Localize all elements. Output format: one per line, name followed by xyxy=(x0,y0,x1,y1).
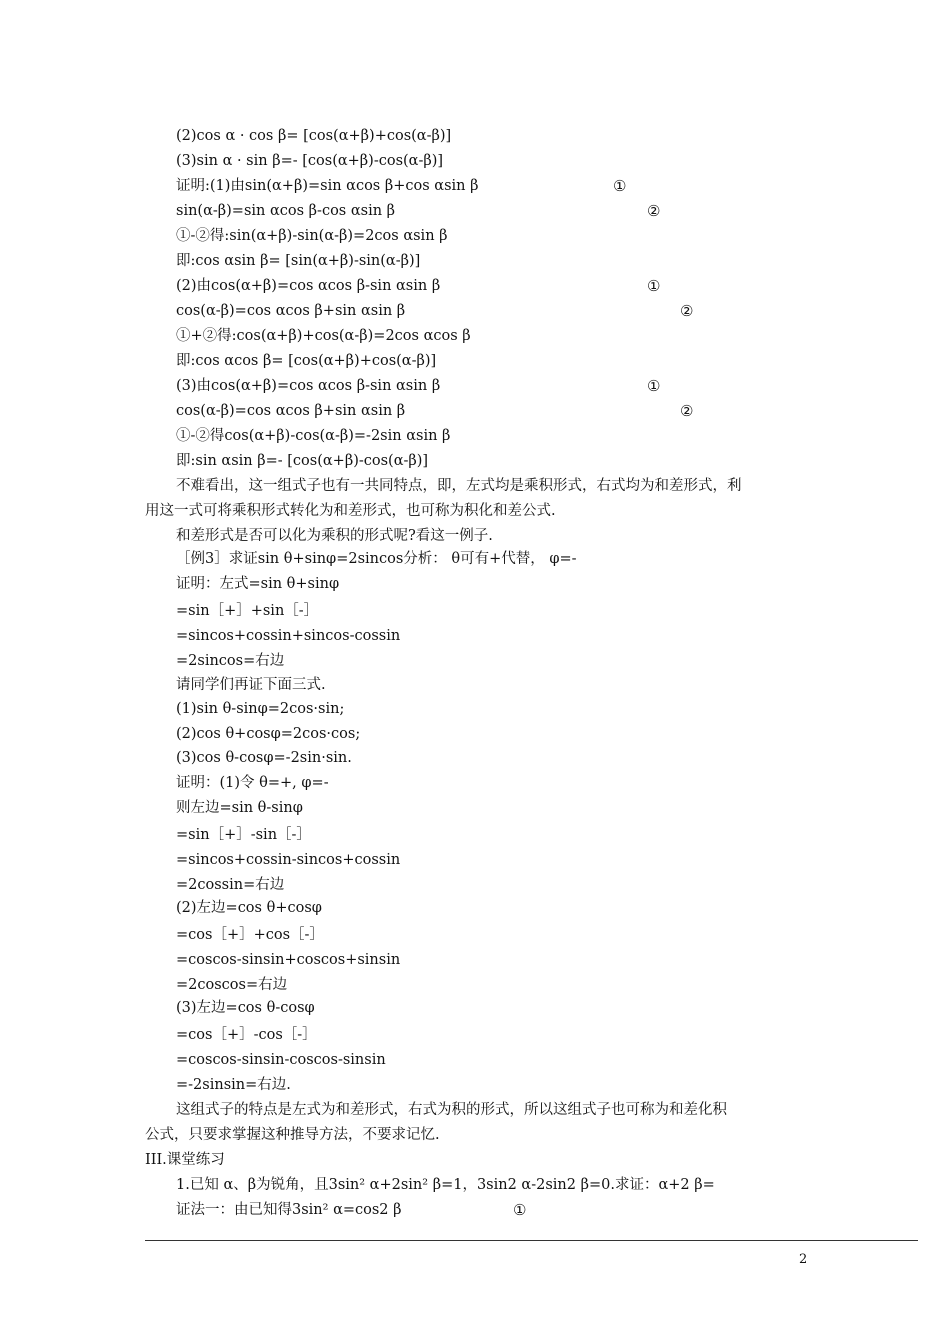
text-line: ①-②得:sin(α+β)-sin(α-β)=2cos αsin β xyxy=(176,228,448,244)
text-line: ①-②得cos(α+β)-cos(α-β)=-2sin αsin β xyxy=(176,428,451,444)
text-line: (3)左边=cos θ-cosφ xyxy=(176,1000,315,1016)
text-line: sin(α-β)=sin αcos β-cos αsin β xyxy=(176,203,396,219)
text-line: 证明：左式=sin θ+sinφ xyxy=(176,576,340,592)
text-line: cos(α-β)=cos αcos β+sin αsin β xyxy=(176,403,406,419)
text-line: =sincos+cossin+sincos-cossin xyxy=(176,628,401,644)
text-line: =-2sinsin=右边. xyxy=(176,1077,291,1093)
text-line: (2)cos θ+cosφ=2cos·cos; xyxy=(176,726,361,742)
equation-marker: ① xyxy=(647,377,661,395)
text-line: =cos［+］-cos［-］ xyxy=(176,1027,317,1043)
text-line: =2coscos=右边 xyxy=(176,977,288,993)
equation-marker: ② xyxy=(680,302,694,320)
text-line: 和差形式是否可以化为乘积的形式呢?看这一例子. xyxy=(176,528,493,544)
equation-marker: ② xyxy=(647,202,661,220)
text-line: ①+②得:cos(α+β)+cos(α-β)=2cos αcos β xyxy=(176,328,471,344)
text-line: 证法一：由已知得3sin² α=cos2 β xyxy=(176,1202,402,1218)
exercise-text: 1.已知 α、β为锐角，且3sin² α+2sin² β=1，3sin2 α-2sin2 β=0.求证：α+2 β= xyxy=(176,1177,715,1193)
equation-marker: ① xyxy=(647,277,661,295)
text-line: (2)由cos(α+β)=cos αcos β-sin αsin β xyxy=(176,278,441,294)
example-heading: ［例3］求证sin θ+sinφ=2sincos分析： θ可有+代替， φ=- xyxy=(176,551,577,567)
text-line: =2sincos=右边 xyxy=(176,653,285,669)
section-heading: III.课堂练习 xyxy=(145,1152,225,1168)
equation-marker: ② xyxy=(680,402,694,420)
text-line: =coscos-sinsin+coscos+sinsin xyxy=(176,952,401,968)
text-line: 请同学们再证下面三式. xyxy=(176,677,326,693)
paragraph-line: 公式，只要求掌握这种推导方法，不要求记忆. xyxy=(145,1127,440,1143)
text-line: (3)cos θ-cosφ=-2sin·sin. xyxy=(176,750,352,766)
text-line: 则左边=sin θ-sinφ xyxy=(176,800,303,816)
text-line: =sincos+cossin-sincos+cossin xyxy=(176,852,401,868)
text-line: 即:sin αsin β=- [cos(α+β)-cos(α-β)] xyxy=(176,453,429,469)
text-line: 即:cos αsin β= [sin(α+β)-sin(α-β)] xyxy=(176,253,421,269)
text-line: (2)cos α · cos β= [cos(α+β)+cos(α-β)] xyxy=(176,128,452,144)
text-line: 证明:(1)由sin(α+β)=sin αcos β+cos αsin β xyxy=(176,178,479,194)
footer-divider xyxy=(145,1240,918,1241)
text-line: (2)左边=cos θ+cosφ xyxy=(176,900,322,916)
text-line: =cos［+］+cos［-］ xyxy=(176,927,324,943)
equation-marker: ① xyxy=(513,1201,527,1219)
equation-marker: ① xyxy=(613,177,627,195)
text-line: cos(α-β)=cos αcos β+sin αsin β xyxy=(176,303,406,319)
text-line: =2cossin=右边 xyxy=(176,877,285,893)
text-line: 即:cos αcos β= [cos(α+β)+cos(α-β)] xyxy=(176,353,437,369)
text-line: =sin［+］+sin［-］ xyxy=(176,603,319,619)
paragraph-line: 这组式子的特点是左式为和差形式，右式为积的形式，所以这组式子也可称为和差化积 xyxy=(176,1102,727,1118)
text-line: (3)sin α · sin β=- [cos(α+β)-cos(α-β)] xyxy=(176,153,444,169)
text-line: (3)由cos(α+β)=cos αcos β-sin αsin β xyxy=(176,378,441,394)
text-line: =sin［+］-sin［-］ xyxy=(176,827,311,843)
page-number: 2 xyxy=(799,1252,808,1267)
text-line: 证明：(1)令 θ=+, φ=- xyxy=(176,775,329,791)
paragraph-line: 不难看出，这一组式子也有一共同特点，即，左式均是乘积形式，右式均为和差形式，利 xyxy=(176,478,742,494)
paragraph-line: 用这一式可将乘积形式转化为和差形式，也可称为积化和差公式. xyxy=(145,503,556,519)
text-line: =coscos-sinsin-coscos-sinsin xyxy=(176,1052,386,1068)
text-line: (1)sin θ-sinφ=2cos·sin; xyxy=(176,701,345,717)
